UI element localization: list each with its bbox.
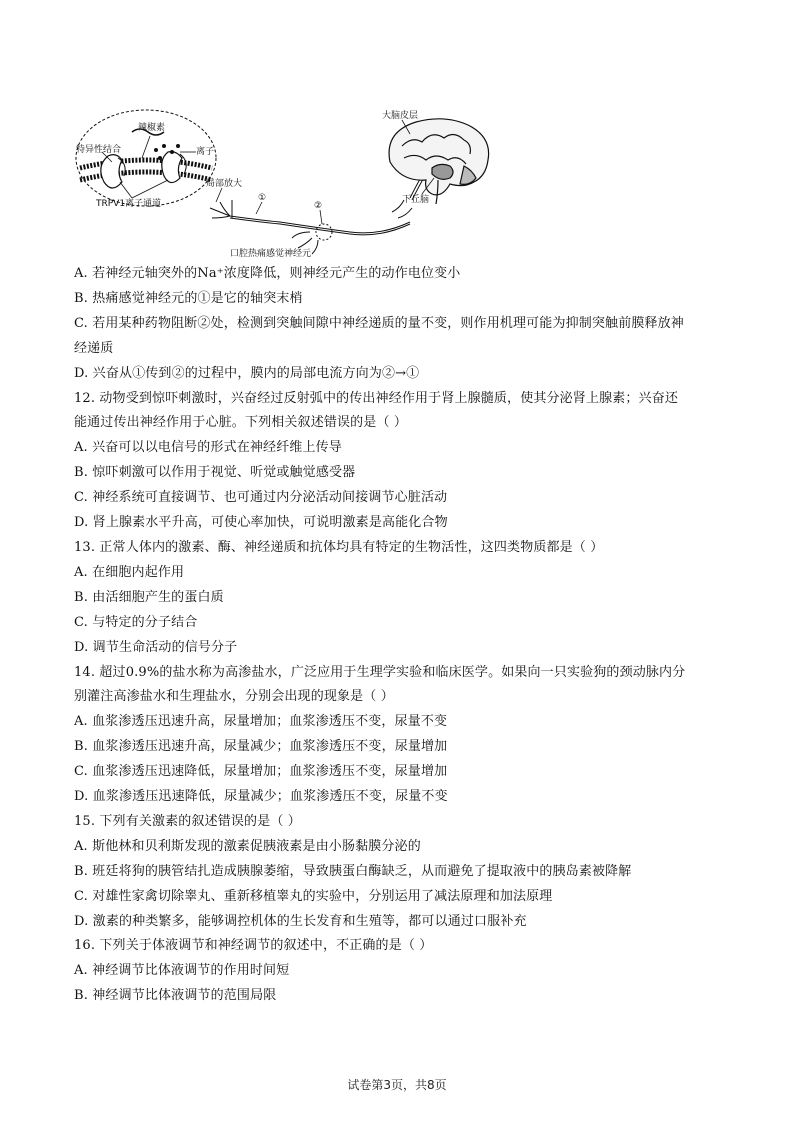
question-line: D. 兴奋从①传到②的过程中，膜内的局部电流方向为②→①: [74, 365, 420, 381]
question-line: B. 热痛感觉神经元的①是它的轴突末梢: [74, 290, 303, 306]
neuron-diagram-svg: [72, 106, 492, 262]
label-marker-2: ②: [314, 201, 323, 211]
question-line: B. 由活细胞产生的蛋白质: [74, 589, 224, 605]
question-line: 13. 正常人体内的激素、酶、神经递质和抗体均具有特定的生物活性，这四类物质都是（ ）: [74, 539, 604, 555]
neuron-diagram: [72, 106, 492, 262]
question-line: D. 血浆渗透压迅速降低，尿量减少；血浆渗透压不变，尿量不变: [74, 789, 448, 805]
question-line: B. 惊吓刺激可以作用于视觉、听觉或触觉感受器: [74, 465, 356, 481]
question-line: C. 神经系统可直接调节、也可通过内分泌活动间接调节心脏活动: [74, 490, 448, 506]
question-line: 15. 下列有关激素的叙述错误的是（ ）: [74, 813, 301, 829]
label-ion: 离子: [196, 147, 215, 157]
question-line: C. 与特定的分子结合: [74, 614, 198, 630]
question-line: 别灌注高渗盐水和生理盐水，分别会出现的现象是（ ）: [74, 689, 394, 705]
question-line: 能通过传出神经作用于心脏。下列相关叙述错误的是（ ）: [74, 415, 408, 431]
question-line: A. 神经调节比体液调节的作用时间短: [74, 963, 290, 979]
question-line: D. 激素的种类繁多，能够调控机体的生长发育和生殖等，都可以通过口服补充: [74, 913, 527, 929]
question-line: A. 若神经元轴突外的Na⁺浓度降低，则神经元产生的动作电位变小: [74, 266, 461, 281]
label-capsaicin: 辣椒素: [138, 123, 166, 133]
question-line: A. 斯他林和贝利斯发现的激素促胰液素是由小肠黏膜分泌的: [74, 838, 421, 854]
brain-drawing: [389, 119, 489, 204]
question-line: 14. 超过0.9%的盐水称为高渗盐水，广泛应用于生理学实验和临床医学。如果向一只实验狗的颈动脉内分: [74, 664, 686, 680]
question-line: B. 班廷将狗的胰管结扎造成胰腺萎缩，导致胰蛋白酶缺乏，从而避免了提取液中的胰岛素被降解: [74, 863, 632, 879]
question-line: C. 若用某种药物阻断②处，检测到突触间隙中神经递质的量不变，则作用机理可能为抑制突触前膜释放神: [74, 315, 684, 331]
question-line: C. 血浆渗透压迅速降低，尿量增加；血浆渗透压不变，尿量增加: [74, 764, 448, 780]
membrane-bilayer: [80, 160, 212, 180]
question-line: A. 兴奋可以以电信号的形式在神经纤维上传导: [74, 440, 342, 456]
label-local-enlarged: 局部放大: [206, 179, 243, 189]
question-line: B. 神经调节比体液调节的范围局限: [74, 988, 277, 1004]
label-trpv1: TRPV1离子通道: [96, 199, 162, 209]
question-line: A. 在细胞内起作用: [74, 564, 185, 580]
question-line: D. 调节生命活动的信号分子: [74, 639, 238, 655]
label-specific-binding: 特异性结合: [76, 145, 122, 155]
question-text: [74, 262, 726, 1009]
label-hypothalamus: 下丘脑: [402, 195, 430, 205]
question-line: B. 血浆渗透压迅速升高，尿量减少；血浆渗透压不变，尿量增加: [74, 739, 448, 755]
label-cortex: 大脑皮层: [382, 111, 419, 121]
question-line: A. 血浆渗透压迅速升高，尿量增加；血浆渗透压不变，尿量不变: [74, 714, 448, 730]
page-footer: 试卷第3页，共8页: [347, 1078, 447, 1092]
label-marker-1: ①: [258, 193, 267, 203]
question-line: 经递质: [74, 340, 114, 356]
question-line: 12. 动物受到惊吓刺激时，兴奋经过反射弧中的传出神经作用于肾上腺髓质，使其分泌肾上腺素；兴奋还: [74, 390, 679, 406]
label-neuron: 口腔热痛感觉神经元: [230, 249, 312, 259]
question-line: D. 肾上腺素水平升高，可使心率加快，可说明激素是高能化合物: [74, 515, 448, 531]
question-line: C. 对雄性家禽切除睾丸、重新移植睾丸的实验中，分别运用了减法原理和加法原理: [74, 888, 553, 904]
question-line: 16. 下列关于体液调节和神经调节的叙述中，不正确的是（ ）: [74, 938, 433, 954]
